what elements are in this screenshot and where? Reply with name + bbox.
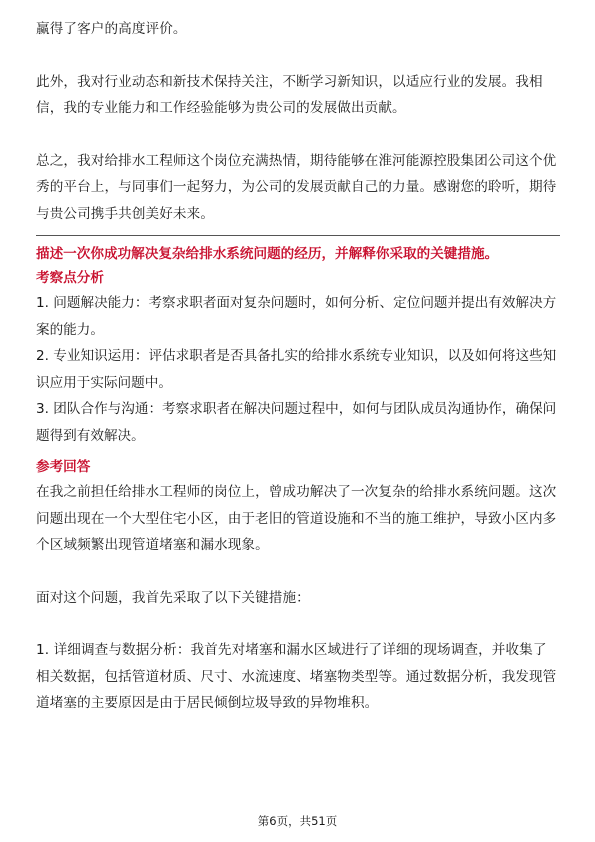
answer-paragraph-2: 面对这个问题，我首先采取了以下关键措施：: [36, 589, 310, 606]
intro-paragraph-2: 此外，我对行业动态和新技术保持关注，不断学习新知识，以适应行业的发展。我相信，我的专业能力和工作经验能够为贵公司的发展做出贡献。: [36, 73, 543, 116]
page-number-footer: 第6页，共51页: [257, 814, 338, 828]
paragraph-gap: [36, 559, 560, 585]
answer-paragraph-3: 1. 详细调查与数据分析：我首先对堵塞和漏水区域进行了详细的现场调查，并收集了相关数据，包括管道材质、尺寸、水流速度、堵塞物类型等。通过数据分析，我发现管道堵塞的主要原因是由于居民倾倒垃圾导致的异物堆积。: [36, 642, 557, 711]
paragraph-gap: [36, 43, 560, 69]
analysis-item-1: 1. 问题解决能力：考察求职者面对复杂问题时，如何分析、定位问题并提出有效解决方案的能力。: [36, 295, 557, 338]
answer-label: 参考回答: [36, 459, 91, 475]
intro-paragraph-1: 赢得了客户的高度评价。: [36, 21, 187, 37]
page-content: [36, 16, 560, 717]
paragraph-gap: [36, 611, 560, 637]
analysis-item-2: 2. 专业知识运用：评估求职者是否具备扎实的给排水系统专业知识，以及如何将这些知识应用于实际问题中。: [36, 348, 557, 391]
answer-paragraph-1: 在我之前担任给排水工程师的岗位上，曾成功解决了一次复杂的给排水系统问题。这次问题出现在一个大型住宅小区，由于老旧的管道设施和不当的施工维护，导致小区内多个区域频繁出现管道堵塞和漏水现象。: [36, 484, 557, 553]
section-divider: [36, 235, 560, 236]
analysis-item-3: 3. 团队合作与沟通：考察求职者在解决问题过程中，如何与团队成员沟通协作，确保问题得到有效解决。: [36, 401, 557, 444]
question-heading: 描述一次你成功解决复杂给排水系统问题的经历，并解释你采取的关键措施。: [36, 246, 499, 262]
paragraph-gap: [36, 122, 560, 148]
analysis-label: 考察点分析: [36, 270, 104, 286]
intro-paragraph-3: 总之，我对给排水工程师这个岗位充满热情，期待能够在淮河能源控股集团公司这个优秀的平台上，与同事们一起努力，为公司的发展贡献自己的力量。感谢您的聆听，期待与贵公司携手共创美好未来。: [36, 152, 557, 222]
